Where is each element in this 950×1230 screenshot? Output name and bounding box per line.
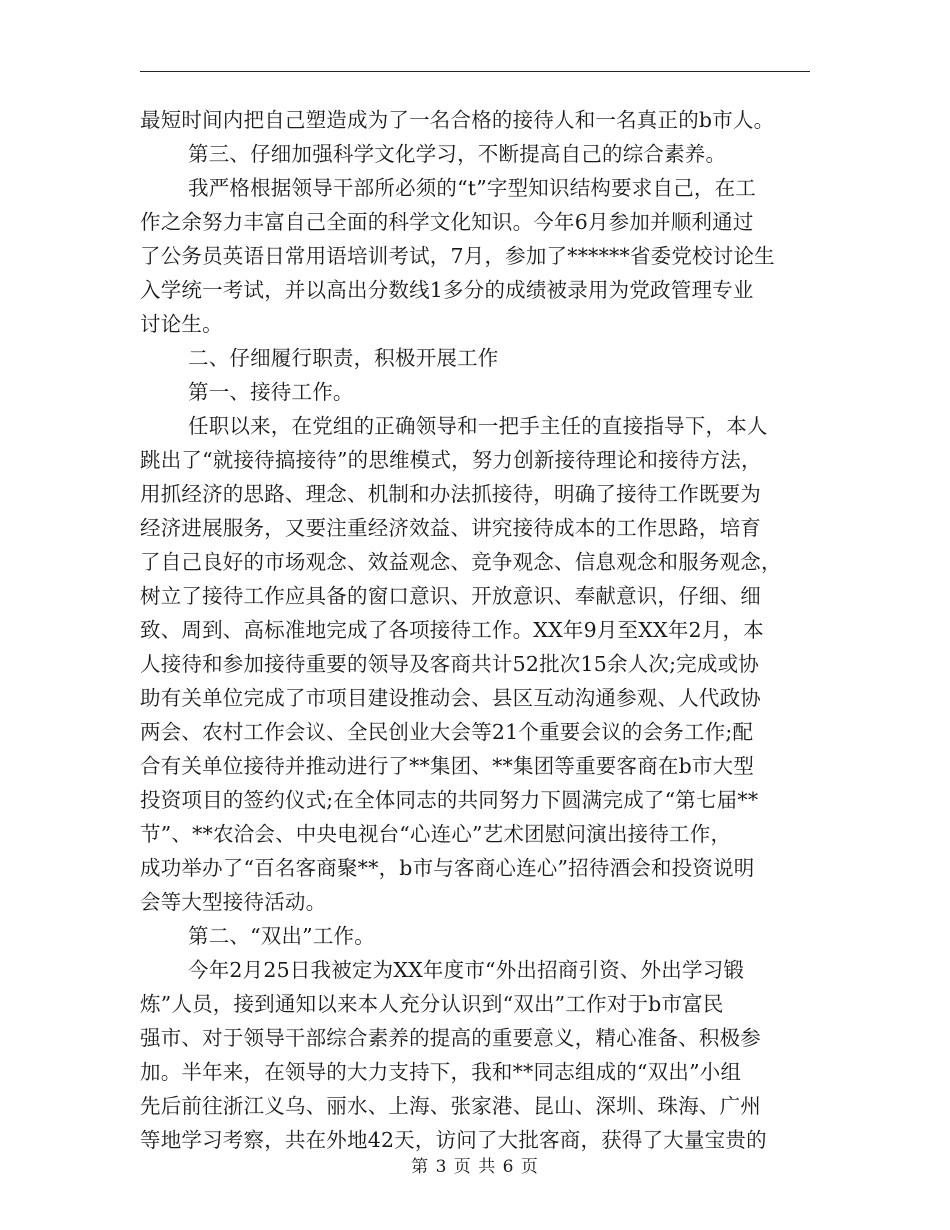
text-line: 两会、农村工作会议、全民创业大会等21个重要会议的会务工作;配 [140,720,754,744]
text-line: 加。半年来，在领导的大力支持下，我和**同志组成的“双出”小组 [140,1060,742,1084]
text-line: 任职以来，在党组的正确领导和一把手主任的直接指导下，本人 [188,414,768,438]
document-body [140,103,820,1157]
text-line: 我严格根据领导干部所必须的“t”字型知识结构要求自己，在工 [188,176,756,200]
text-line: 先后前往浙江义乌、丽水、上海、张家港、昆山、深圳、珠海、广州 [140,1094,761,1118]
text-line: 二、仔细履行职责，积极开展工作 [188,346,499,370]
text-line: 会等大型接待活动。 [140,890,327,914]
text-line: 投资项目的签约仪式;在全体同志的共同努力下圆满完成了“第七届** [140,788,759,812]
text-line: 入学统一考试，并以高出分数线1多分的成绩被录用为党政管理专业 [140,278,754,302]
text-line: 经济进展服务，又要注重经济效益、讲究接待成本的工作思路，培育 [140,516,761,540]
text-line: 成功举办了“百名客商聚**，b市与客商心连心”招待酒会和投资说明 [140,856,755,880]
text-line: 合有关单位接待并推动进行了**集团、**集团等重要客商在b市大型 [140,754,755,778]
text-line: 讨论生。 [140,312,223,336]
text-line: 用抓经济的思路、理念、机制和办法抓接待，明确了接待工作既要为 [140,482,761,506]
header-rule [140,71,810,72]
text-line: 致、周到、高标准地完成了各项接待工作。XX年9月至XX年2月，本 [140,618,764,642]
text-line: 等地学习考察，共在外地42天，访问了大批客商，获得了大量宝贵的 [140,1128,767,1152]
text-line: 第三、仔细加强科学文化学习，不断提高自己的综合素养。 [188,142,727,166]
text-line: 第二、“双出”工作。 [188,924,375,948]
text-line: 炼”人员，接到通知以来本人充分认识到“双出”工作对于b市富民 [140,992,724,1016]
text-line: 今年2月25日我被定为XX年度市“外出招商引资、外出学习锻 [188,958,745,982]
text-line: 了公务员英语日常用语培训考试，7月，参加了******省委党校讨论生 [140,244,775,268]
text-line: 节”、**农洽会、中央电视台“心连心”艺术团慰问演出接待工作， [140,822,732,846]
text-line: 第一、接待工作。 [188,380,354,404]
text-line: 树立了接待工作应具备的窗口意识、开放意识、奉献意识，仔细、细 [140,584,761,608]
text-line: 助有关单位完成了市项目建设推动会、县区互动沟通参观、人代政协 [140,686,761,710]
text-line: 了自己良好的市场观念、效益观念、竞争观念、信息观念和服务观念， [140,550,782,574]
text-line: 作之余努力丰富自己全面的科学文化知识。今年6月参加并顺利通过 [140,210,754,234]
text-line: 强市、对于领导干部综合素养的提高的重要意义，精心准备、积极参 [140,1026,761,1050]
text-line: 跳出了“就接待搞接待”的思维模式，努力创新接待理论和接待方法， [140,448,762,472]
text-line: 人接待和参加接待重要的领导及客商共计52批次15余人次;完成或协 [140,652,759,676]
text-line: 最短时间内把自己塑造成为了一名合格的接待人和一名真正的b市人。 [140,108,775,132]
page-footer: 第 3 页 共 6 页 [411,1157,539,1177]
